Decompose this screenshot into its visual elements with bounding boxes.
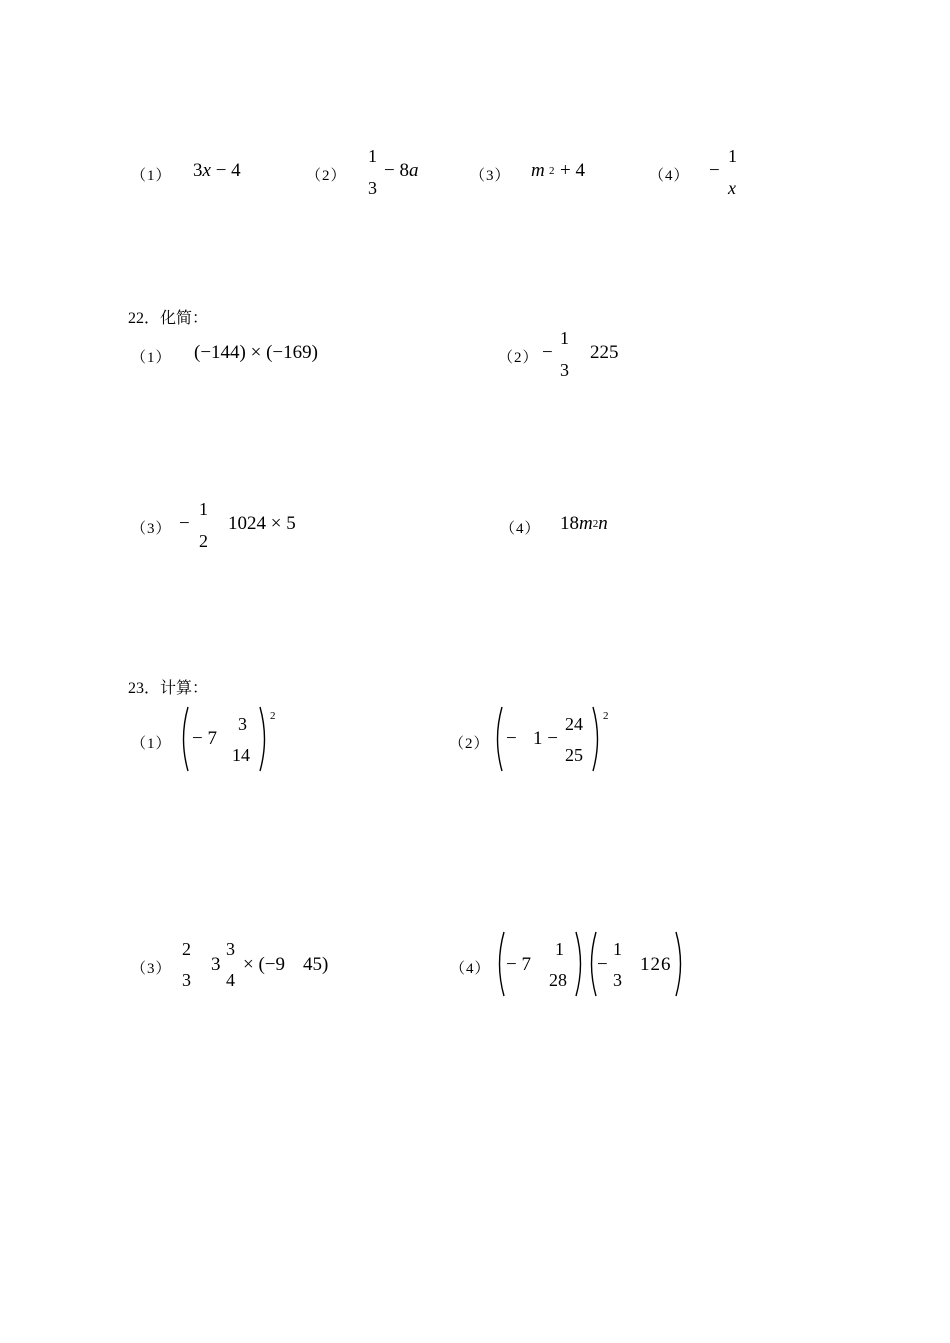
item-label: （4） bbox=[500, 521, 541, 537]
item-label: （1） bbox=[131, 350, 172, 366]
fraction-numerator: 24 bbox=[565, 714, 583, 734]
expression: − 7 bbox=[192, 728, 217, 749]
expression: 3x − 4 bbox=[193, 160, 241, 181]
item-label: （2） bbox=[306, 168, 347, 184]
question-heading: 22．化简： bbox=[128, 310, 209, 327]
minus-sign: − bbox=[506, 728, 517, 749]
expression: 126 bbox=[640, 954, 672, 975]
fraction-denominator: 3 bbox=[368, 178, 377, 198]
expression: 1 − bbox=[533, 728, 558, 749]
fraction-numerator: 1 bbox=[555, 939, 564, 959]
right-parenthesis bbox=[574, 931, 586, 997]
left-parenthesis bbox=[494, 931, 506, 997]
fraction-denominator: 3 bbox=[560, 360, 569, 380]
minus-sign: − bbox=[597, 954, 608, 975]
expression: 1024 × 5 bbox=[228, 513, 296, 534]
fraction-denominator: 3 bbox=[182, 970, 191, 990]
fraction-numerator: 3 bbox=[226, 939, 235, 959]
item-label: （1） bbox=[131, 168, 172, 184]
fraction-denominator: 3 bbox=[613, 970, 622, 990]
expression: + 4 bbox=[560, 160, 585, 181]
item-label: （4） bbox=[450, 961, 491, 977]
exponent: 2 bbox=[270, 710, 276, 722]
expression: − 8a bbox=[384, 160, 419, 181]
fraction-denominator: 14 bbox=[232, 745, 250, 765]
variable-m: m bbox=[531, 160, 545, 181]
item-label: （2） bbox=[498, 350, 539, 366]
fraction-numerator: 1 bbox=[199, 499, 208, 519]
fraction-numerator: 3 bbox=[238, 714, 247, 734]
fraction-numerator: 1 bbox=[613, 939, 622, 959]
item-label: （1） bbox=[131, 736, 172, 752]
expression: 45) bbox=[303, 954, 329, 975]
item-label: （3） bbox=[131, 961, 172, 977]
left-parenthesis bbox=[178, 706, 190, 772]
minus-sign: − bbox=[709, 160, 720, 181]
right-parenthesis bbox=[258, 706, 270, 772]
exponent: 2 bbox=[549, 165, 555, 177]
fraction-denominator: x bbox=[728, 178, 736, 198]
minus-sign: − bbox=[542, 342, 553, 363]
item-label: （2） bbox=[449, 736, 490, 752]
mixed-number-whole: 3 bbox=[211, 954, 221, 975]
fraction-denominator: 28 bbox=[549, 970, 567, 990]
expression: − 7 bbox=[506, 954, 531, 975]
fraction-numerator: 1 bbox=[368, 146, 377, 166]
expression: 18m2n bbox=[560, 513, 608, 534]
item-label: （4） bbox=[649, 168, 690, 184]
item-label: （3） bbox=[131, 521, 172, 537]
expression: (−144) × (−169) bbox=[194, 342, 318, 363]
exponent: 2 bbox=[603, 710, 609, 722]
expression: 225 bbox=[590, 342, 619, 363]
fraction-denominator: 2 bbox=[199, 531, 208, 551]
fraction-numerator: 1 bbox=[728, 146, 737, 166]
right-parenthesis bbox=[591, 706, 603, 772]
question-heading: 23．计算： bbox=[128, 680, 209, 697]
left-parenthesis bbox=[492, 706, 504, 772]
item-label: （3） bbox=[470, 168, 511, 184]
minus-sign: − bbox=[179, 513, 190, 534]
fraction-denominator: 25 bbox=[565, 745, 583, 765]
fraction-denominator: 4 bbox=[226, 970, 235, 990]
right-parenthesis bbox=[674, 931, 686, 997]
fraction-numerator: 1 bbox=[560, 328, 569, 348]
fraction-numerator: 2 bbox=[182, 939, 191, 959]
expression: × (−9 bbox=[243, 954, 286, 975]
